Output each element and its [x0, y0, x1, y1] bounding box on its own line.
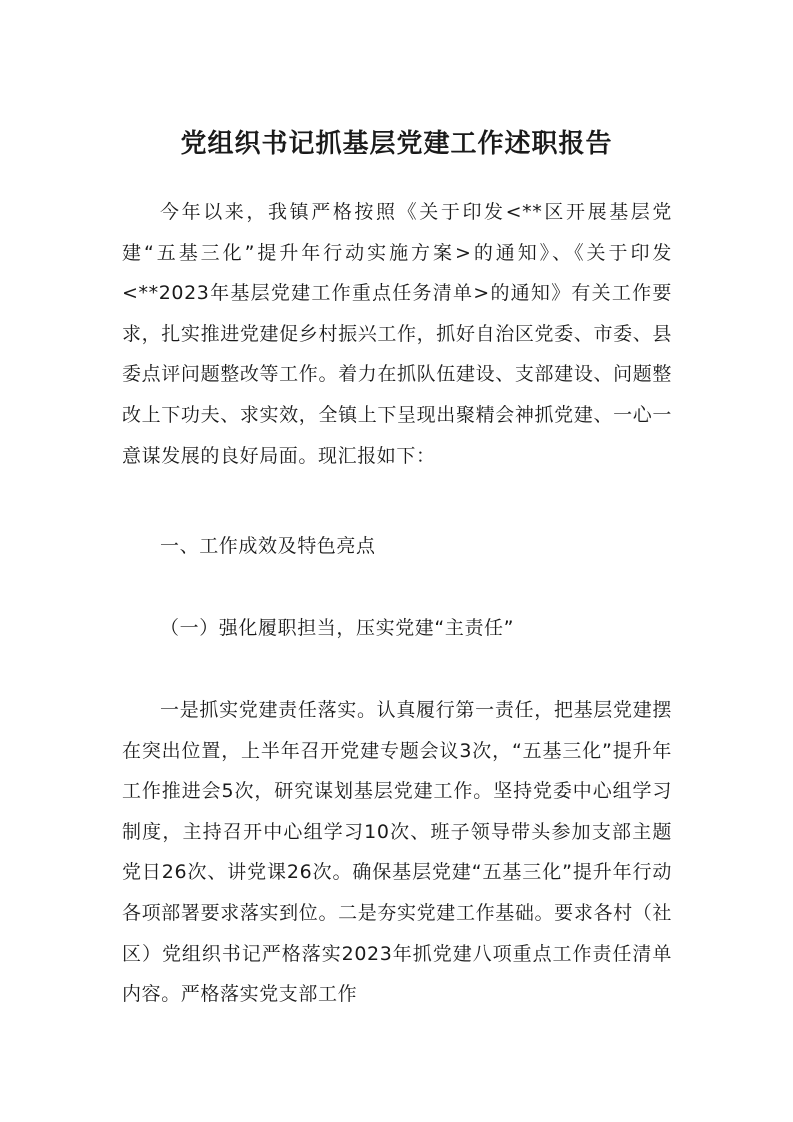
section-heading: 一、工作成效及特色亮点 — [160, 535, 376, 557]
document-title: 党组织书记抓基层党建工作述职报告 — [180, 129, 613, 159]
subsection-heading: （一）强化履职担当，压实党建“主责任” — [160, 617, 515, 639]
intro-paragraph: 今年以来，我镇严格按照《关于印发<**区开展基层党建“五基三化”提升年行动实施方案>的通知》、《关于印发<**2023年基层党建工作重点任务清单>的通知》有关工作要求，扎实推进党建促乡村振兴工作，抓好自治区党委、市委、县委点评问题整改等工作。着力在抓队伍建设、支部建设、问题整改上下功夫、求实效，全镇上下呈现出聚精会神抓党建、一心一意谋发展的良好局面。现汇报如下： — [122, 201, 672, 467]
body-paragraph: 一是抓实党建责任落实。认真履行第一责任，把基层党建摆在突出位置，上半年召开党建专题会议3次，“五基三化”提升年工作推进会5次，研究谋划基层党建工作。坚持党委中心组学习制度，主持召开中心组学习10次、班子领导带头参加支部主题党日26次、讲党课26次。确保基层党建“五基三化”提升年行动各项部署要求落实到位。二是夯实党建工作基础。要求各村（社区）党组织书记严格落实2023年抓党建八项重点工作责任清单内容。严格落实党支部工作 — [122, 699, 672, 1006]
